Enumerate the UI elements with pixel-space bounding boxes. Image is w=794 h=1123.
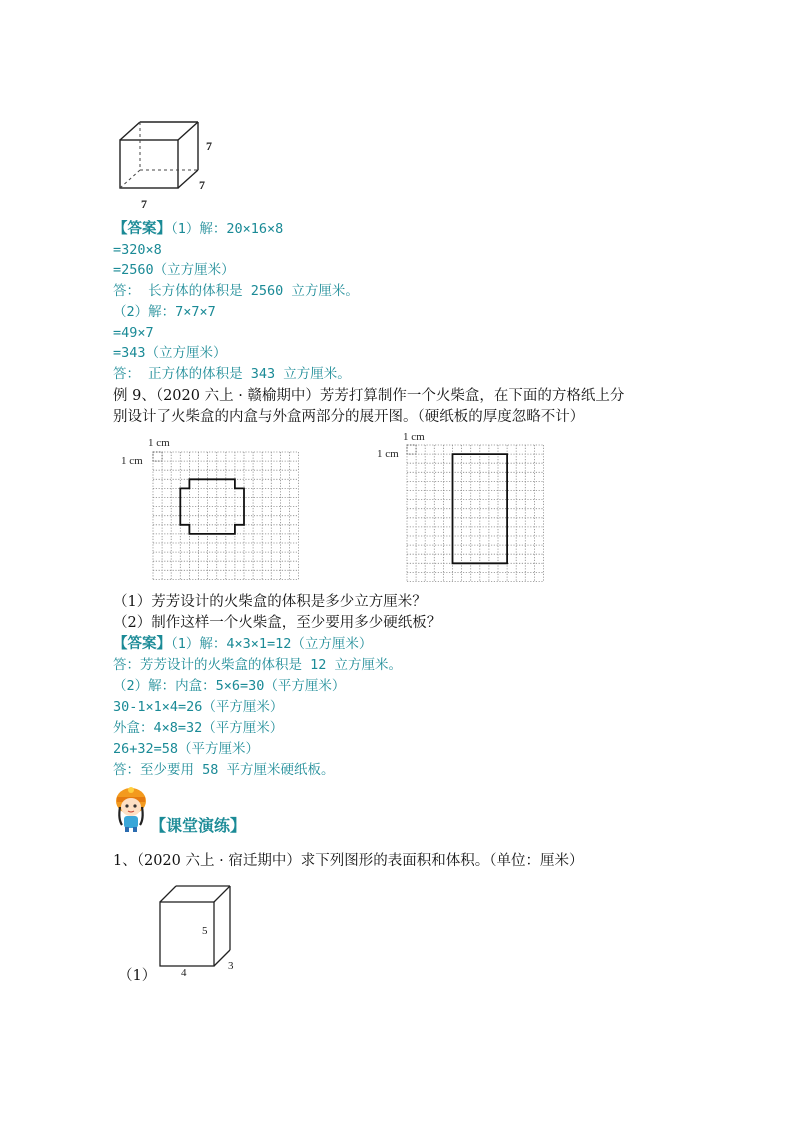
- grid-right-cm-left: 1 cm: [377, 448, 399, 460]
- grid-left-cm-left: 1 cm: [121, 455, 143, 467]
- grid-left-cm-top: 1 cm: [148, 437, 170, 449]
- answer2-line6: 26+32=58（平方厘米）: [113, 741, 260, 757]
- answer-tag: 【答案】: [113, 635, 171, 652]
- answer2-line3: （2）解：内盒：5×6=30（平方厘米）: [113, 678, 346, 694]
- answer1-line2: =320×8: [113, 242, 162, 258]
- answer1-text1: （1）解：20×16×8: [171, 221, 284, 237]
- answer-tag: 【答案】: [113, 220, 171, 237]
- practice-sub-1: （1）: [118, 968, 157, 984]
- answer2-line7: 答：至少要用 58 平方厘米硬纸板。: [113, 762, 335, 778]
- answer1-line7: =343（立方厘米）: [113, 345, 227, 361]
- answer2-line2: 答：芳芳设计的火柴盒的体积是 12 立方厘米。: [113, 657, 403, 673]
- answer2-text1: （1）解：4×3×1=12（立方厘米）: [171, 636, 373, 652]
- answer1-line6: =49×7: [113, 325, 154, 341]
- answer1-line1: [113, 219, 283, 239]
- answer1-line5: （2）解：7×7×7: [113, 304, 216, 320]
- cuboid-width-label: 4: [181, 967, 187, 979]
- answer2-line1: [113, 634, 372, 654]
- cuboid-height-label: 5: [202, 925, 208, 937]
- question-1: （1）芳芳设计的火柴盒的体积是多少立方厘米？: [113, 594, 427, 610]
- example9-line2: 别设计了火柴盒的内盒与外盒两部分的展开图。（硬纸板的厚度忽略不计）: [113, 409, 585, 425]
- unit-cell: [153, 452, 162, 461]
- cuboid-depth-label: 3: [228, 960, 234, 972]
- example9-line1: 例 9、（2020 六上 · 赣榆期中）芳芳打算制作一个火柴盒，在下面的方格纸上分: [113, 388, 625, 404]
- grid-inner-box-net: [153, 452, 299, 583]
- practice-question-1: 1、（2020 六上 · 宿迁期中）求下列图形的表面积和体积。（单位：厘米）: [113, 853, 584, 869]
- answer2-line5: 外盒：4×8=32（平方厘米）: [113, 720, 284, 736]
- answer1-line3: =2560（立方厘米）: [113, 262, 235, 278]
- cube-label-bottom: 7: [141, 197, 147, 211]
- girl-mascot-icon: [113, 785, 149, 833]
- answer2-line4: 30-1×1×4=26（平方厘米）: [113, 699, 284, 715]
- section-title: 【课堂演练】: [150, 816, 247, 835]
- answer1-line4: 答： 长方体的体积是 2560 立方厘米。: [113, 283, 359, 299]
- cube-label-depth: 7: [199, 178, 205, 192]
- grid-right-cm-top: 1 cm: [403, 431, 425, 443]
- question-2: （2）制作这样一个火柴盒，至少要用多少硬纸板？: [113, 615, 442, 631]
- cube-label-right: 7: [206, 139, 212, 153]
- answer1-line8: 答： 正方体的体积是 343 立方厘米。: [113, 366, 351, 382]
- grid-outer-box-net: [407, 445, 547, 582]
- cuboid-figure: [158, 884, 238, 969]
- unit-cell: [407, 445, 416, 454]
